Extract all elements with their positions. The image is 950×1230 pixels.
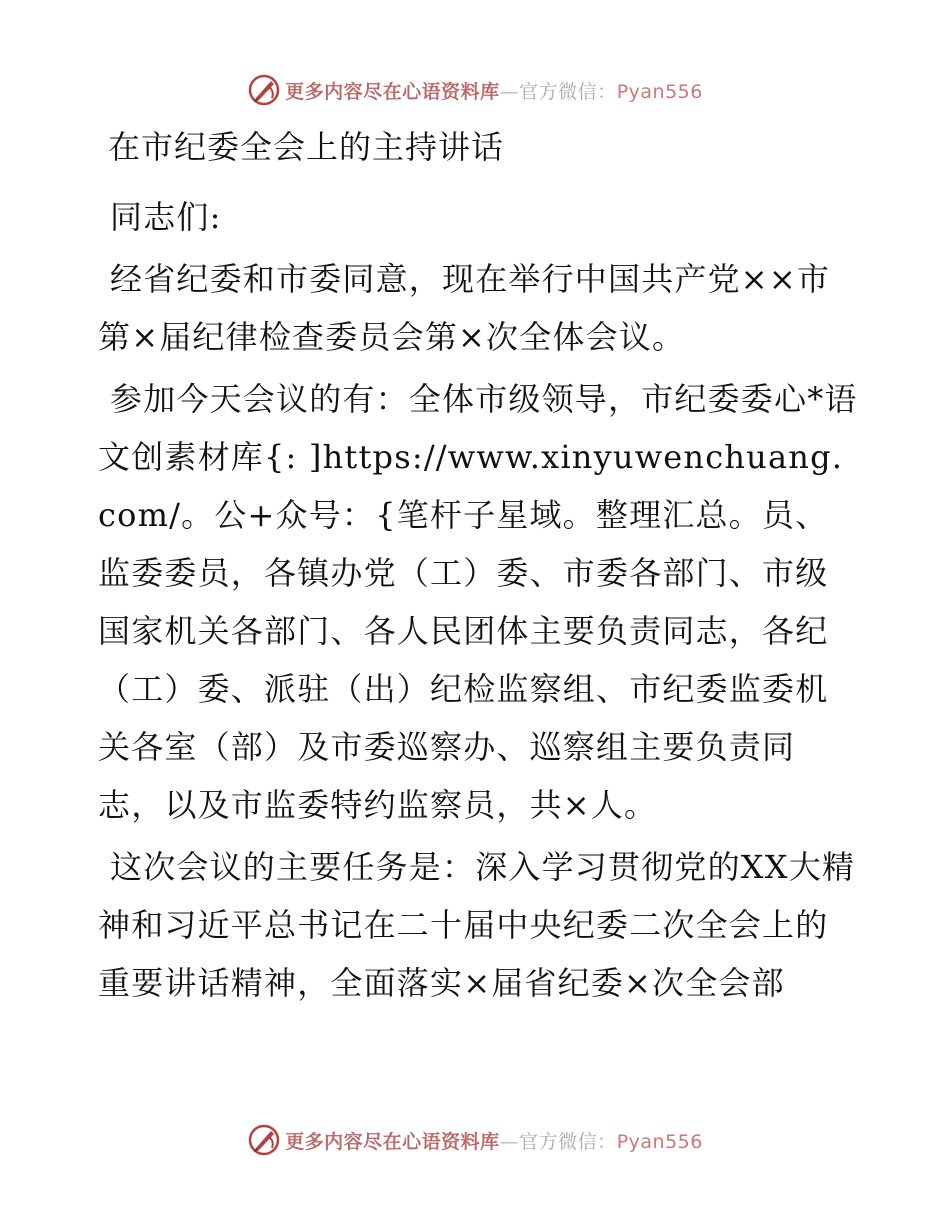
header-banner-text xyxy=(285,77,703,104)
document-title: 在市纪委全会上的主持讲话 xyxy=(108,128,505,166)
document-greeting: 同志们: xyxy=(110,198,222,236)
footer-banner-text xyxy=(285,1127,703,1154)
footer-banner-wechat-id: Pyan556 xyxy=(616,1130,703,1153)
footer-banner-inner xyxy=(247,1123,703,1157)
document-paragraph-3: 这次会议的主要任务是：深入学习贯彻党的XX大精神和习近平总书记在二十届中央纪委二次全会上的重要讲话精神，全面落实×届省纪委×次全会部 xyxy=(98,848,856,1002)
document-body xyxy=(98,122,858,1016)
footer-banner xyxy=(0,1122,950,1158)
footer-banner-rest: 官方微信： xyxy=(519,1130,617,1153)
header-banner-separator: — xyxy=(499,80,520,103)
document-paragraph-1: 经省纪委和市委同意，现在举行中国共产党××市第×届纪律检查委员会第×次全体会议。 xyxy=(98,260,831,356)
document-paragraph-2: 参加今天会议的有：全体市级领导，市纪委委心*语文创素材库{: ]https://www.xinyuwenchuang.com/。公+众号：{笔杆子星域。整理汇总。员、监委委员，各镇办党（工）委、市委各部门、市级国家机关各部门、各人民团体主要负责同志，各纪（工）委、派驻（出）纪检监察组、市纪委监委机关各室（部）及市委巡察办、巡察组主要负责同志，以及市监委特约监察员，共×人。 xyxy=(98,380,858,824)
header-banner-rest: 官方微信： xyxy=(519,80,617,103)
header-banner-lead: 更多内容尽在心语资料库 xyxy=(285,80,500,103)
footer-banner-separator: — xyxy=(499,1130,520,1153)
header-banner-inner xyxy=(247,73,703,107)
footer-banner-lead: 更多内容尽在心语资料库 xyxy=(285,1130,500,1153)
header-banner xyxy=(0,72,950,108)
header-banner-wechat-id: Pyan556 xyxy=(616,80,703,103)
quill-logo-icon xyxy=(247,1123,281,1157)
quill-logo-icon xyxy=(247,73,281,107)
